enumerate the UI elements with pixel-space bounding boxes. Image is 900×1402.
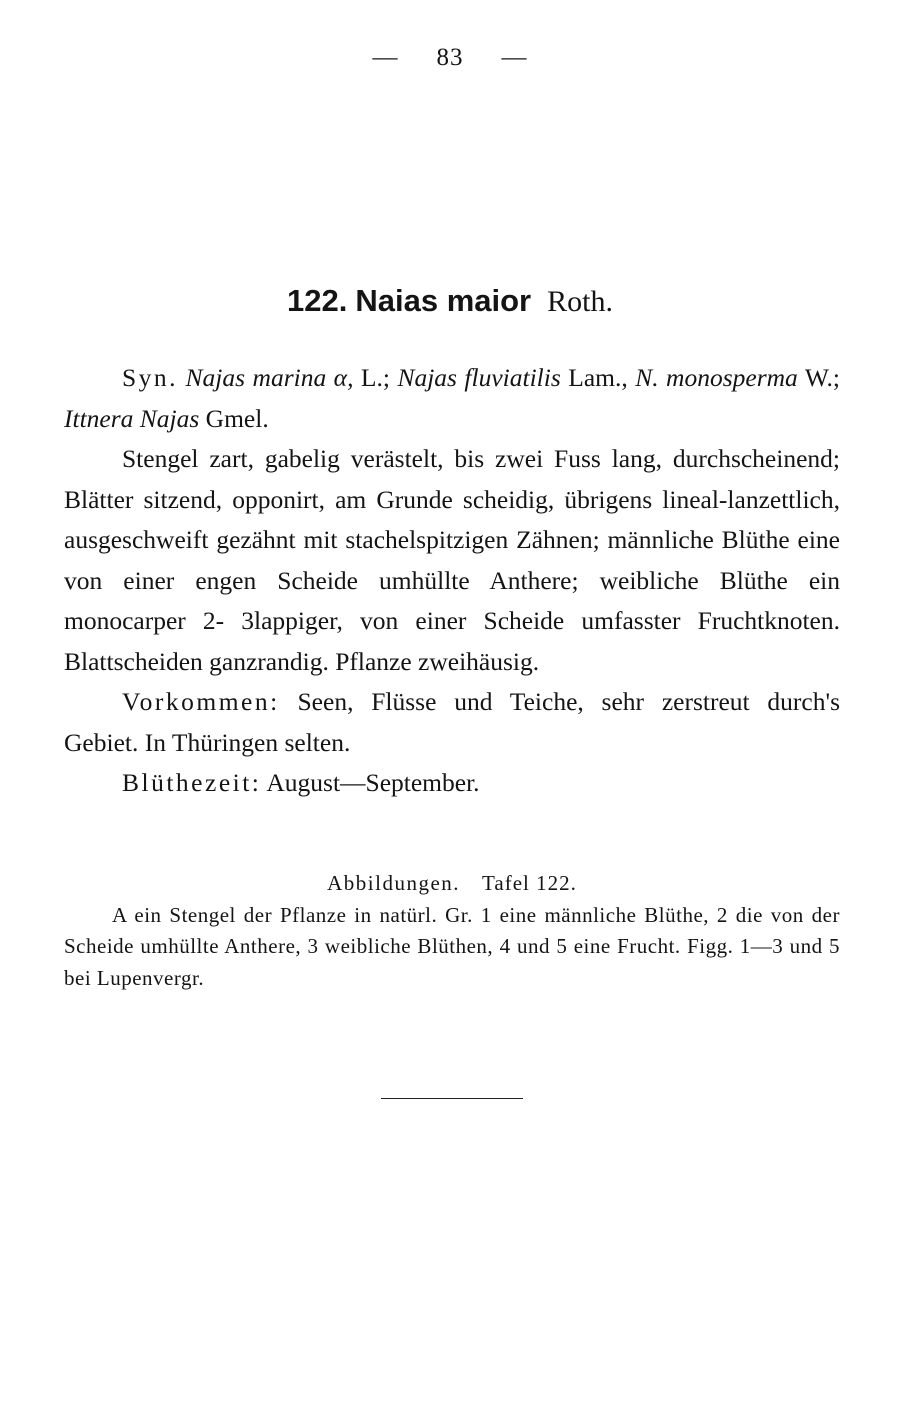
flowering-paragraph bbox=[64, 763, 840, 804]
page-number-dash-right: — bbox=[501, 44, 528, 71]
synonym-3-author: W.; bbox=[797, 363, 841, 392]
species-name: Naias maior bbox=[355, 283, 532, 318]
synonym-1: Najas marina α, bbox=[185, 363, 354, 392]
synonym-4: Ittnera Najas bbox=[64, 403, 200, 433]
plate-reference: Tafel 122. bbox=[482, 871, 577, 895]
synonyms-paragraph bbox=[64, 358, 840, 439]
synonym-2-author: Lam., bbox=[560, 363, 636, 392]
page-number-value: 83 bbox=[436, 44, 464, 71]
synonym-3: N. monosperma bbox=[635, 363, 798, 392]
illustrations-title bbox=[64, 868, 840, 900]
illustrations-label: Abbildungen. bbox=[327, 871, 461, 895]
flowering-label: Blüthezeit: bbox=[122, 768, 262, 797]
species-author: Roth. bbox=[547, 285, 613, 318]
illustrations-caption bbox=[64, 868, 840, 994]
section-divider bbox=[381, 1098, 523, 1099]
synonyms-label: Syn. bbox=[122, 363, 179, 392]
page-number bbox=[0, 44, 900, 72]
species-description bbox=[64, 358, 840, 804]
synonym-2: Najas fluviatilis bbox=[397, 363, 561, 392]
occurrence-paragraph bbox=[64, 682, 840, 763]
morphology-paragraph: Stengel zart, gabelig verästelt, bis zwei Fuss lang, durchscheinend; Blätter sitzend, opponirt, am Grunde scheidig, übrigens lineal-lanzettlich, ausgeschweift gezähnt mit stachelspitzigen Zähnen; männliche Blüthe eine von einer engen Scheide umhüllte Anthere; weibliche Blüthe ein monocarper 2- 3lappiger, von einer Scheide umfasster Fruchtknoten. Blattscheiden ganzrandig. Pflanze zweihäusig. bbox=[64, 444, 840, 676]
species-heading bbox=[0, 282, 900, 319]
species-number: 122. bbox=[287, 283, 348, 318]
occurrence-label: Vorkommen: bbox=[122, 687, 280, 716]
synonym-4-author: Gmel. bbox=[199, 403, 269, 433]
synonym-1-author: L.; bbox=[353, 363, 398, 392]
page-number-dash-left: — bbox=[372, 44, 399, 71]
occurrence-text: Seen, Flüsse und Teiche, sehr zerstreut durch's Gebiet. In Thüringen selten. bbox=[64, 687, 840, 757]
flowering-text: August—September. bbox=[266, 768, 480, 797]
illustrations-legend: A ein Stengel der Pflanze in natürl. Gr. 1 eine männliche Blüthe, 2 die von der Scheide umhüllte Anthere, 3 weibliche Blüthen, 4 und 5 eine Frucht. Figg. 1—3 und 5 bei Lupenvergr. bbox=[64, 902, 840, 990]
